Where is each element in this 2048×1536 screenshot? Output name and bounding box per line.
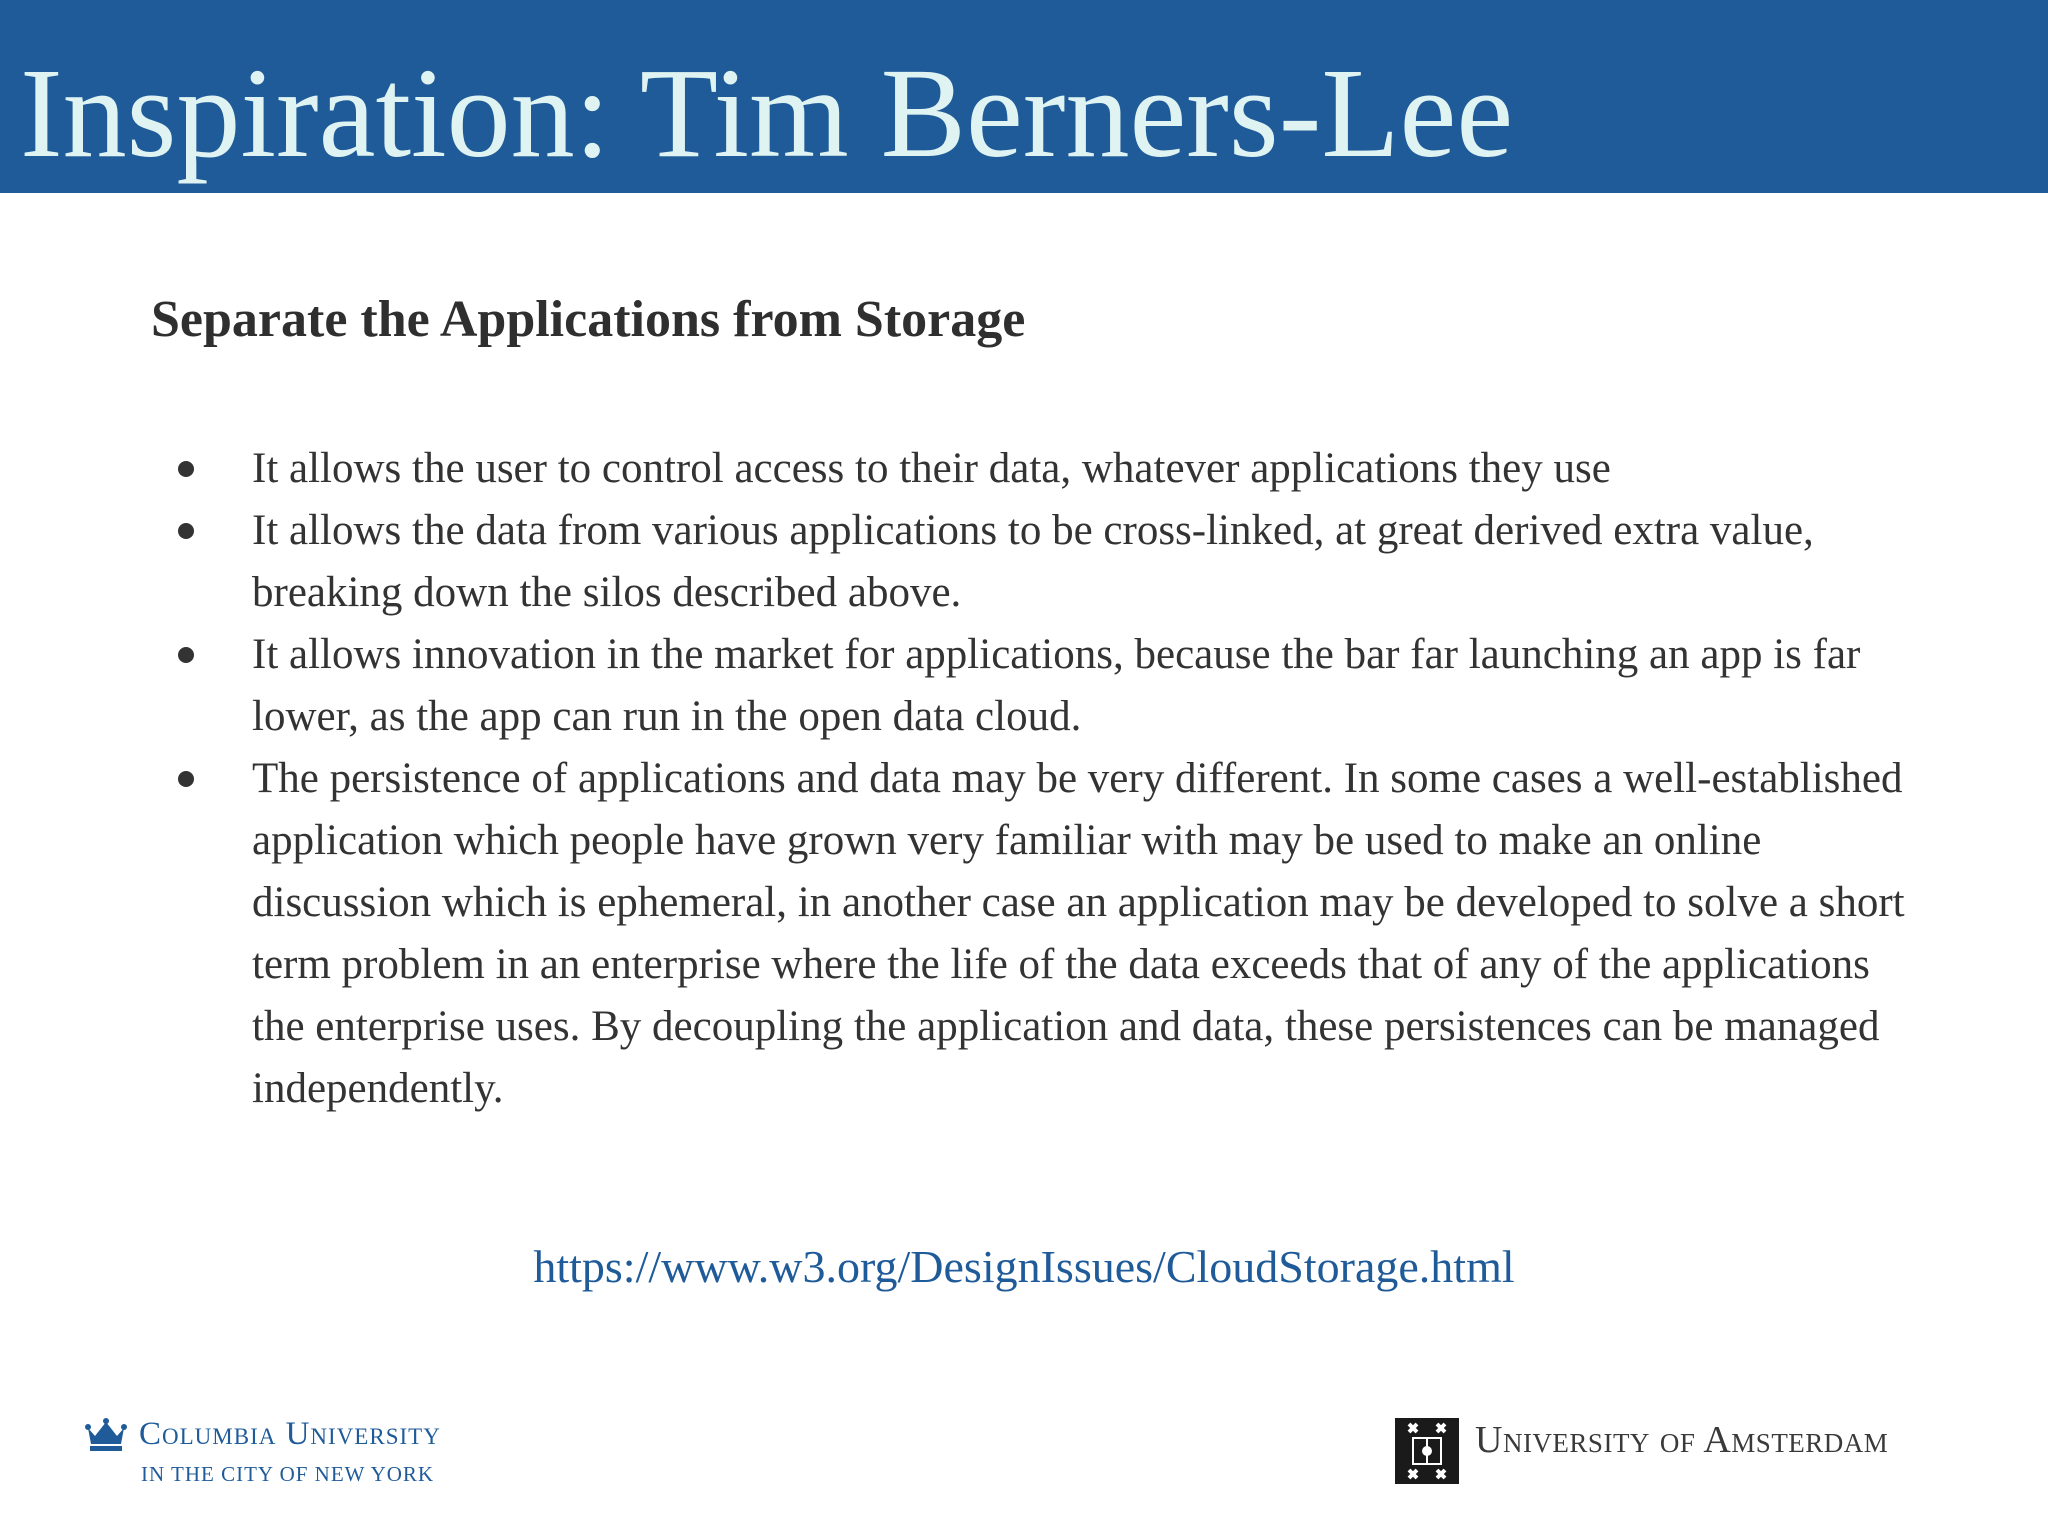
slide-subtitle: Separate the Applications from Storage bbox=[151, 291, 1026, 348]
bullet-item bbox=[172, 438, 1922, 500]
crown-icon bbox=[85, 1418, 127, 1452]
bullet-item bbox=[172, 748, 1922, 1120]
uva-name: University of Amsterdam bbox=[1475, 1419, 1889, 1461]
bullet-item bbox=[172, 624, 1922, 748]
bullet-dot-icon bbox=[178, 647, 194, 663]
bullet-text: The persistence of applications and data may be very different. In some cases a well-established application which people have grown very familiar with may be used to make an online discussion which is ephemeral, in another case an application may be developed to solve a short term problem in an enterprise where the life of the data exceeds that of any of the applications the enterprise uses. By decoupling the application and data, these persistences can be managed independently. bbox=[252, 755, 1905, 1112]
bullet-dot-icon bbox=[178, 461, 194, 477]
columbia-name: Columbia University bbox=[139, 1416, 441, 1452]
uva-seal-icon bbox=[1395, 1418, 1459, 1484]
bullet-text: It allows the data from various applications to be cross-linked, at great derived extra value, breaking down the silos described above. bbox=[252, 507, 1814, 616]
bullet-text: It allows the user to control access to their data, whatever applications they use bbox=[252, 445, 1611, 492]
bullet-list bbox=[172, 438, 1922, 1120]
slide-title: Inspiration: Tim Berners-Lee bbox=[20, 42, 1514, 184]
bullet-text: It allows innovation in the market for applications, because the bar far launching an app is far lower, as the app can run in the open data cloud. bbox=[252, 631, 1861, 740]
bullet-dot-icon bbox=[178, 523, 194, 539]
columbia-subtitle: IN THE CITY OF NEW YORK bbox=[141, 1462, 435, 1486]
columbia-logo bbox=[85, 1418, 545, 1488]
uva-logo bbox=[1395, 1418, 2015, 1488]
bullet-dot-icon bbox=[178, 771, 194, 787]
bullet-item bbox=[172, 500, 1922, 624]
source-link[interactable]: https://www.w3.org/DesignIssues/CloudStorage.html bbox=[533, 1241, 1515, 1292]
